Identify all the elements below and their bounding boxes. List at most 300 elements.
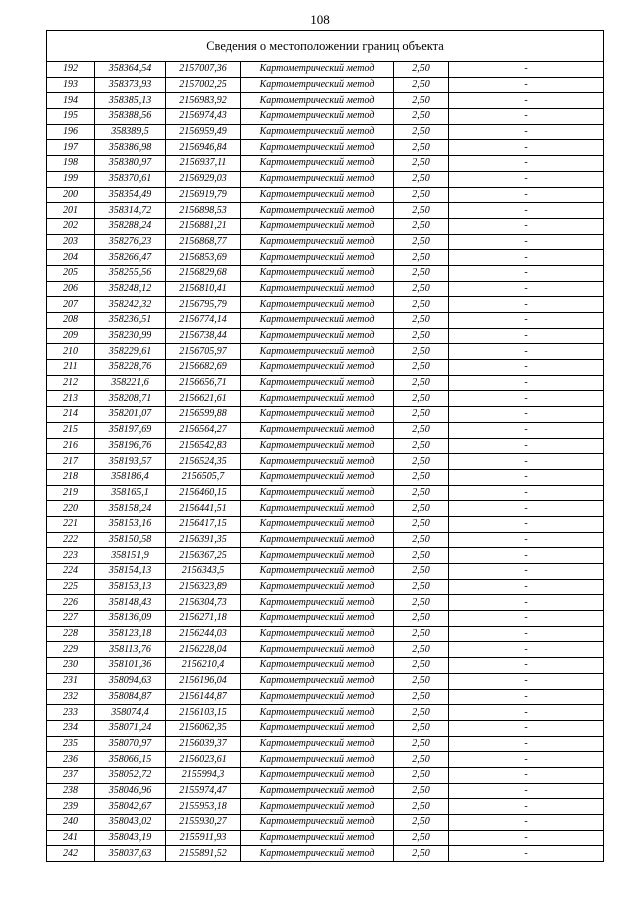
y-coordinate-cell: 2156810,41 <box>166 281 241 297</box>
method-cell: Картометрический метод <box>241 187 394 203</box>
accuracy-cell: 2,50 <box>394 422 449 438</box>
note-cell: - <box>449 532 604 548</box>
y-coordinate-cell: 2156417,15 <box>166 516 241 532</box>
note-cell: - <box>449 548 604 564</box>
method-cell: Картометрический метод <box>241 799 394 815</box>
point-number-cell: 232 <box>47 689 95 705</box>
x-coordinate-cell: 358197,69 <box>95 422 166 438</box>
boundary-coordinates-table <box>46 30 604 862</box>
note-cell: - <box>449 815 604 831</box>
accuracy-cell: 2,50 <box>394 360 449 376</box>
table-row <box>47 407 604 423</box>
point-number-cell: 231 <box>47 673 95 689</box>
y-coordinate-cell: 2156542,83 <box>166 438 241 454</box>
point-number-cell: 236 <box>47 752 95 768</box>
accuracy-cell: 2,50 <box>394 642 449 658</box>
x-coordinate-cell: 358113,76 <box>95 642 166 658</box>
y-coordinate-cell: 2156343,5 <box>166 564 241 580</box>
point-number-cell: 215 <box>47 422 95 438</box>
accuracy-cell: 2,50 <box>394 375 449 391</box>
point-number-cell: 216 <box>47 438 95 454</box>
point-number-cell: 221 <box>47 516 95 532</box>
x-coordinate-cell: 358150,58 <box>95 532 166 548</box>
point-number-cell: 229 <box>47 642 95 658</box>
table-title-row <box>47 31 604 62</box>
point-number-cell: 202 <box>47 218 95 234</box>
accuracy-cell: 2,50 <box>394 407 449 423</box>
method-cell: Картометрический метод <box>241 77 394 93</box>
note-cell: - <box>449 469 604 485</box>
point-number-cell: 235 <box>47 736 95 752</box>
point-number-cell: 222 <box>47 532 95 548</box>
y-coordinate-cell: 2155994,3 <box>166 767 241 783</box>
point-number-cell: 241 <box>47 830 95 846</box>
point-number-cell: 213 <box>47 391 95 407</box>
y-coordinate-cell: 2156959,49 <box>166 124 241 140</box>
method-cell: Картометрический метод <box>241 281 394 297</box>
y-coordinate-cell: 2156505,7 <box>166 469 241 485</box>
method-cell: Картометрический метод <box>241 564 394 580</box>
x-coordinate-cell: 358136,09 <box>95 611 166 627</box>
point-number-cell: 218 <box>47 469 95 485</box>
method-cell: Картометрический метод <box>241 218 394 234</box>
method-cell: Картометрический метод <box>241 360 394 376</box>
table-row <box>47 611 604 627</box>
x-coordinate-cell: 358208,71 <box>95 391 166 407</box>
note-cell: - <box>449 626 604 642</box>
y-coordinate-cell: 2156682,69 <box>166 360 241 376</box>
point-number-cell: 242 <box>47 846 95 862</box>
x-coordinate-cell: 358236,51 <box>95 313 166 329</box>
method-cell: Картометрический метод <box>241 313 394 329</box>
method-cell: Картометрический метод <box>241 579 394 595</box>
note-cell: - <box>449 642 604 658</box>
x-coordinate-cell: 358389,5 <box>95 124 166 140</box>
point-number-cell: 234 <box>47 720 95 736</box>
table-row <box>47 485 604 501</box>
point-number-cell: 220 <box>47 501 95 517</box>
note-cell: - <box>449 281 604 297</box>
accuracy-cell: 2,50 <box>394 799 449 815</box>
y-coordinate-cell: 2156391,35 <box>166 532 241 548</box>
point-number-cell: 206 <box>47 281 95 297</box>
point-number-cell: 227 <box>47 611 95 627</box>
accuracy-cell: 2,50 <box>394 77 449 93</box>
table-row <box>47 736 604 752</box>
y-coordinate-cell: 2156937,11 <box>166 156 241 172</box>
x-coordinate-cell: 358153,16 <box>95 516 166 532</box>
method-cell: Картометрический метод <box>241 501 394 517</box>
y-coordinate-cell: 2156062,35 <box>166 720 241 736</box>
point-number-cell: 203 <box>47 234 95 250</box>
table-row <box>47 171 604 187</box>
method-cell: Картометрический метод <box>241 689 394 705</box>
y-coordinate-cell: 2156460,15 <box>166 485 241 501</box>
table-row <box>47 140 604 156</box>
point-number-cell: 238 <box>47 783 95 799</box>
x-coordinate-cell: 358084,87 <box>95 689 166 705</box>
note-cell: - <box>449 846 604 862</box>
y-coordinate-cell: 2156103,15 <box>166 705 241 721</box>
y-coordinate-cell: 2156881,21 <box>166 218 241 234</box>
note-cell: - <box>449 62 604 78</box>
point-number-cell: 201 <box>47 203 95 219</box>
y-coordinate-cell: 2156929,03 <box>166 171 241 187</box>
y-coordinate-cell: 2156039,37 <box>166 736 241 752</box>
table-row <box>47 234 604 250</box>
note-cell: - <box>449 297 604 313</box>
x-coordinate-cell: 358248,12 <box>95 281 166 297</box>
y-coordinate-cell: 2156853,69 <box>166 250 241 266</box>
y-coordinate-cell: 2156868,77 <box>166 234 241 250</box>
table-row <box>47 815 604 831</box>
y-coordinate-cell: 2156228,04 <box>166 642 241 658</box>
accuracy-cell: 2,50 <box>394 281 449 297</box>
accuracy-cell: 2,50 <box>394 140 449 156</box>
accuracy-cell: 2,50 <box>394 234 449 250</box>
y-coordinate-cell: 2156367,25 <box>166 548 241 564</box>
table-row <box>47 124 604 140</box>
y-coordinate-cell: 2156144,87 <box>166 689 241 705</box>
y-coordinate-cell: 2156210,4 <box>166 658 241 674</box>
accuracy-cell: 2,50 <box>394 171 449 187</box>
x-coordinate-cell: 358043,19 <box>95 830 166 846</box>
method-cell: Картометрический метод <box>241 532 394 548</box>
note-cell: - <box>449 407 604 423</box>
x-coordinate-cell: 358158,24 <box>95 501 166 517</box>
y-coordinate-cell: 2156196,04 <box>166 673 241 689</box>
table-row <box>47 501 604 517</box>
table-row <box>47 783 604 799</box>
note-cell: - <box>449 579 604 595</box>
x-coordinate-cell: 358266,47 <box>95 250 166 266</box>
table-row <box>47 391 604 407</box>
note-cell: - <box>449 501 604 517</box>
note-cell: - <box>449 93 604 109</box>
method-cell: Картометрический метод <box>241 485 394 501</box>
x-coordinate-cell: 358314,72 <box>95 203 166 219</box>
accuracy-cell: 2,50 <box>394 705 449 721</box>
table-row <box>47 375 604 391</box>
accuracy-cell: 2,50 <box>394 454 449 470</box>
point-number-cell: 208 <box>47 313 95 329</box>
x-coordinate-cell: 358186,4 <box>95 469 166 485</box>
method-cell: Картометрический метод <box>241 234 394 250</box>
y-coordinate-cell: 2155953,18 <box>166 799 241 815</box>
method-cell: Картометрический метод <box>241 265 394 281</box>
method-cell: Картометрический метод <box>241 93 394 109</box>
y-coordinate-cell: 2157007,36 <box>166 62 241 78</box>
accuracy-cell: 2,50 <box>394 297 449 313</box>
note-cell: - <box>449 720 604 736</box>
x-coordinate-cell: 358165,1 <box>95 485 166 501</box>
table-row <box>47 516 604 532</box>
point-number-cell: 193 <box>47 77 95 93</box>
accuracy-cell: 2,50 <box>394 313 449 329</box>
table-row <box>47 673 604 689</box>
table-row <box>47 77 604 93</box>
note-cell: - <box>449 218 604 234</box>
note-cell: - <box>449 171 604 187</box>
method-cell: Картометрический метод <box>241 469 394 485</box>
accuracy-cell: 2,50 <box>394 156 449 172</box>
accuracy-cell: 2,50 <box>394 689 449 705</box>
method-cell: Картометрический метод <box>241 124 394 140</box>
accuracy-cell: 2,50 <box>394 658 449 674</box>
x-coordinate-cell: 358101,36 <box>95 658 166 674</box>
note-cell: - <box>449 250 604 266</box>
method-cell: Картометрический метод <box>241 171 394 187</box>
table-row <box>47 642 604 658</box>
point-number-cell: 205 <box>47 265 95 281</box>
x-coordinate-cell: 358242,32 <box>95 297 166 313</box>
method-cell: Картометрический метод <box>241 250 394 266</box>
accuracy-cell: 2,50 <box>394 250 449 266</box>
accuracy-cell: 2,50 <box>394 564 449 580</box>
note-cell: - <box>449 736 604 752</box>
x-coordinate-cell: 358071,24 <box>95 720 166 736</box>
note-cell: - <box>449 234 604 250</box>
point-number-cell: 204 <box>47 250 95 266</box>
note-cell: - <box>449 767 604 783</box>
y-coordinate-cell: 2156829,68 <box>166 265 241 281</box>
table-row <box>47 93 604 109</box>
table-row <box>47 720 604 736</box>
accuracy-cell: 2,50 <box>394 783 449 799</box>
method-cell: Картометрический метод <box>241 391 394 407</box>
accuracy-cell: 2,50 <box>394 62 449 78</box>
x-coordinate-cell: 358037,63 <box>95 846 166 862</box>
table-row <box>47 846 604 862</box>
x-coordinate-cell: 358288,24 <box>95 218 166 234</box>
y-coordinate-cell: 2155911,93 <box>166 830 241 846</box>
accuracy-cell: 2,50 <box>394 124 449 140</box>
table-row <box>47 328 604 344</box>
method-cell: Картометрический метод <box>241 767 394 783</box>
note-cell: - <box>449 422 604 438</box>
note-cell: - <box>449 109 604 125</box>
note-cell: - <box>449 799 604 815</box>
point-number-cell: 210 <box>47 344 95 360</box>
point-number-cell: 219 <box>47 485 95 501</box>
x-coordinate-cell: 358066,15 <box>95 752 166 768</box>
x-coordinate-cell: 358201,07 <box>95 407 166 423</box>
table-row <box>47 469 604 485</box>
y-coordinate-cell: 2156946,84 <box>166 140 241 156</box>
table-row <box>47 438 604 454</box>
method-cell: Картометрический метод <box>241 203 394 219</box>
x-coordinate-cell: 358276,23 <box>95 234 166 250</box>
note-cell: - <box>449 375 604 391</box>
x-coordinate-cell: 358046,96 <box>95 783 166 799</box>
method-cell: Картометрический метод <box>241 642 394 658</box>
x-coordinate-cell: 358193,57 <box>95 454 166 470</box>
accuracy-cell: 2,50 <box>394 611 449 627</box>
x-coordinate-cell: 358070,97 <box>95 736 166 752</box>
table-row <box>47 62 604 78</box>
note-cell: - <box>449 328 604 344</box>
note-cell: - <box>449 454 604 470</box>
table-row <box>47 626 604 642</box>
point-number-cell: 192 <box>47 62 95 78</box>
method-cell: Картометрический метод <box>241 516 394 532</box>
note-cell: - <box>449 77 604 93</box>
x-coordinate-cell: 358042,67 <box>95 799 166 815</box>
accuracy-cell: 2,50 <box>394 328 449 344</box>
y-coordinate-cell: 2155974,47 <box>166 783 241 799</box>
method-cell: Картометрический метод <box>241 830 394 846</box>
x-coordinate-cell: 358229,61 <box>95 344 166 360</box>
point-number-cell: 207 <box>47 297 95 313</box>
note-cell: - <box>449 360 604 376</box>
method-cell: Картометрический метод <box>241 815 394 831</box>
note-cell: - <box>449 595 604 611</box>
y-coordinate-cell: 2156271,18 <box>166 611 241 627</box>
table-row <box>47 689 604 705</box>
table-row <box>47 705 604 721</box>
note-cell: - <box>449 438 604 454</box>
accuracy-cell: 2,50 <box>394 736 449 752</box>
note-cell: - <box>449 689 604 705</box>
note-cell: - <box>449 391 604 407</box>
method-cell: Картометрический метод <box>241 720 394 736</box>
accuracy-cell: 2,50 <box>394 109 449 125</box>
page-number: 108 <box>310 12 330 27</box>
y-coordinate-cell: 2156705,97 <box>166 344 241 360</box>
y-coordinate-cell: 2156621,61 <box>166 391 241 407</box>
point-number-cell: 211 <box>47 360 95 376</box>
note-cell: - <box>449 705 604 721</box>
method-cell: Картометрический метод <box>241 156 394 172</box>
y-coordinate-cell: 2156441,51 <box>166 501 241 517</box>
method-cell: Картометрический метод <box>241 109 394 125</box>
point-number-cell: 209 <box>47 328 95 344</box>
y-coordinate-cell: 2156244,03 <box>166 626 241 642</box>
y-coordinate-cell: 2156564,27 <box>166 422 241 438</box>
x-coordinate-cell: 358388,56 <box>95 109 166 125</box>
x-coordinate-cell: 358148,43 <box>95 595 166 611</box>
point-number-cell: 214 <box>47 407 95 423</box>
method-cell: Картометрический метод <box>241 658 394 674</box>
table-row <box>47 658 604 674</box>
table-row <box>47 422 604 438</box>
x-coordinate-cell: 358228,76 <box>95 360 166 376</box>
x-coordinate-cell: 358123,18 <box>95 626 166 642</box>
table-row <box>47 313 604 329</box>
x-coordinate-cell: 358154,13 <box>95 564 166 580</box>
point-number-cell: 240 <box>47 815 95 831</box>
point-number-cell: 212 <box>47 375 95 391</box>
table-row <box>47 564 604 580</box>
point-number-cell: 233 <box>47 705 95 721</box>
table-row <box>47 281 604 297</box>
method-cell: Картометрический метод <box>241 344 394 360</box>
y-coordinate-cell: 2156795,79 <box>166 297 241 313</box>
method-cell: Картометрический метод <box>241 752 394 768</box>
y-coordinate-cell: 2156974,43 <box>166 109 241 125</box>
accuracy-cell: 2,50 <box>394 438 449 454</box>
x-coordinate-cell: 358094,63 <box>95 673 166 689</box>
y-coordinate-cell: 2155891,52 <box>166 846 241 862</box>
method-cell: Картометрический метод <box>241 611 394 627</box>
y-coordinate-cell: 2156656,71 <box>166 375 241 391</box>
point-number-cell: 226 <box>47 595 95 611</box>
x-coordinate-cell: 358196,76 <box>95 438 166 454</box>
table-row <box>47 830 604 846</box>
note-cell: - <box>449 830 604 846</box>
x-coordinate-cell: 358153,13 <box>95 579 166 595</box>
table-row <box>47 752 604 768</box>
x-coordinate-cell: 358373,93 <box>95 77 166 93</box>
x-coordinate-cell: 358386,98 <box>95 140 166 156</box>
accuracy-cell: 2,50 <box>394 187 449 203</box>
accuracy-cell: 2,50 <box>394 720 449 736</box>
note-cell: - <box>449 124 604 140</box>
accuracy-cell: 2,50 <box>394 93 449 109</box>
point-number-cell: 196 <box>47 124 95 140</box>
table-row <box>47 187 604 203</box>
method-cell: Картометрический метод <box>241 705 394 721</box>
note-cell: - <box>449 203 604 219</box>
x-coordinate-cell: 358370,61 <box>95 171 166 187</box>
x-coordinate-cell: 358230,99 <box>95 328 166 344</box>
accuracy-cell: 2,50 <box>394 579 449 595</box>
table-row <box>47 265 604 281</box>
note-cell: - <box>449 673 604 689</box>
table-row <box>47 548 604 564</box>
accuracy-cell: 2,50 <box>394 595 449 611</box>
table-title: Сведения о местоположении границ объекта <box>47 31 604 62</box>
method-cell: Картометрический метод <box>241 328 394 344</box>
table-row <box>47 203 604 219</box>
note-cell: - <box>449 611 604 627</box>
method-cell: Картометрический метод <box>241 548 394 564</box>
method-cell: Картометрический метод <box>241 846 394 862</box>
method-cell: Картометрический метод <box>241 626 394 642</box>
note-cell: - <box>449 265 604 281</box>
accuracy-cell: 2,50 <box>394 516 449 532</box>
y-coordinate-cell: 2157002,25 <box>166 77 241 93</box>
note-cell: - <box>449 564 604 580</box>
accuracy-cell: 2,50 <box>394 203 449 219</box>
table-row <box>47 218 604 234</box>
x-coordinate-cell: 358385,13 <box>95 93 166 109</box>
point-number-cell: 239 <box>47 799 95 815</box>
note-cell: - <box>449 313 604 329</box>
accuracy-cell: 2,50 <box>394 548 449 564</box>
accuracy-cell: 2,50 <box>394 846 449 862</box>
y-coordinate-cell: 2156524,35 <box>166 454 241 470</box>
table-body <box>47 62 604 862</box>
note-cell: - <box>449 516 604 532</box>
y-coordinate-cell: 2156983,92 <box>166 93 241 109</box>
x-coordinate-cell: 358380,97 <box>95 156 166 172</box>
table-row <box>47 156 604 172</box>
note-cell: - <box>449 752 604 768</box>
y-coordinate-cell: 2156919,79 <box>166 187 241 203</box>
method-cell: Картометрический метод <box>241 407 394 423</box>
x-coordinate-cell: 358364,54 <box>95 62 166 78</box>
accuracy-cell: 2,50 <box>394 626 449 642</box>
method-cell: Картометрический метод <box>241 375 394 391</box>
method-cell: Картометрический метод <box>241 783 394 799</box>
note-cell: - <box>449 658 604 674</box>
accuracy-cell: 2,50 <box>394 501 449 517</box>
note-cell: - <box>449 344 604 360</box>
accuracy-cell: 2,50 <box>394 830 449 846</box>
point-number-cell: 230 <box>47 658 95 674</box>
table-row <box>47 595 604 611</box>
